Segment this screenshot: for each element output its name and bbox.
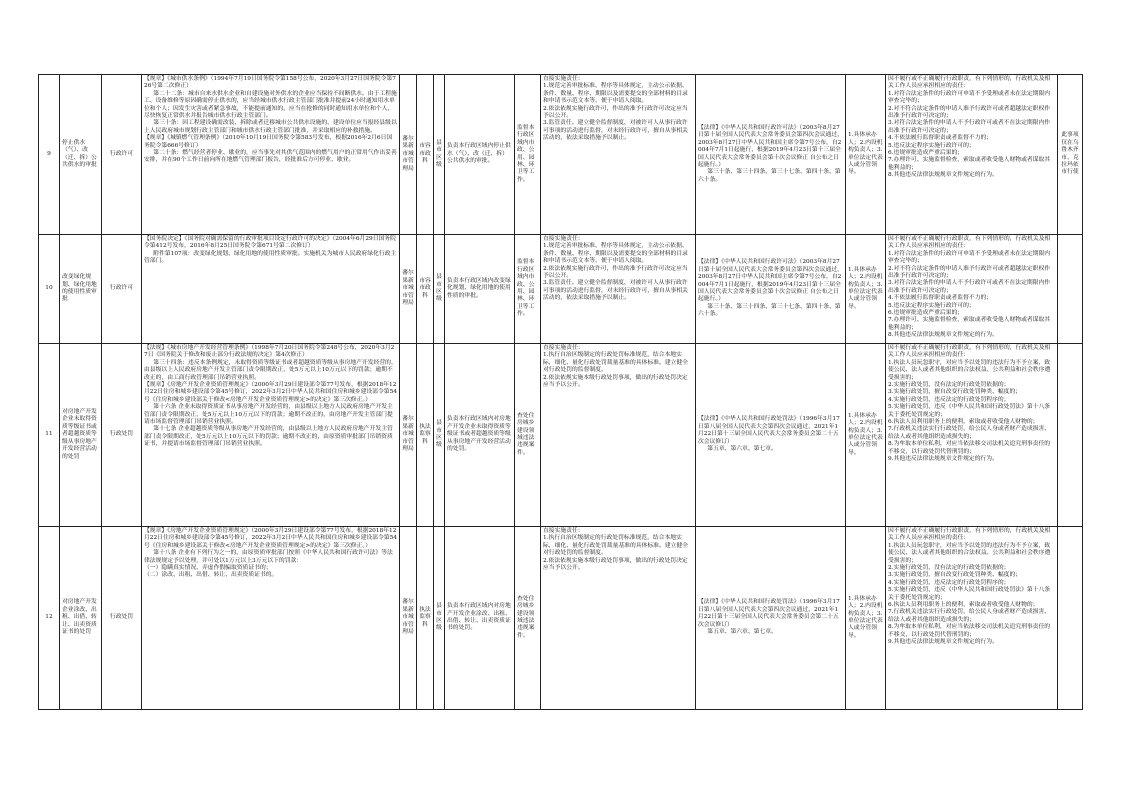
accountability-cases-line: 6.违规审批造成严重后果的； bbox=[888, 150, 964, 157]
implementing-department: 蕃尔果新市城市管理局 bbox=[400, 344, 417, 527]
accountability-cases bbox=[886, 344, 1058, 527]
duty-legal-basis bbox=[696, 344, 846, 527]
legal-basis-line: 第十七条 企业超越资质等级从事房地产开发经营的，由县级以上地方人民政府房地产开发主管部门责令限期改正，处5万元以上10万元以下的罚款；逾期不改正的，由原资质审批部门吊销资质证书，并提请市场监督管理部门吊销营业执照。 bbox=[144, 426, 393, 448]
legal-basis bbox=[142, 75, 400, 235]
duty-items-line: 1.执行自治区级制定的行政处罚标准规范，结合本地实际，细化、量化行政处罚裁量基准的具体标准。建立健全对行政处罚的监督制度。 bbox=[543, 352, 688, 374]
duty-legal-basis-line: 第五章、第六章、第七章。 bbox=[707, 629, 777, 636]
accountability-cases-line: 1.对符合法定条件的行政许可申请不予受理或者未在法定期限内审查完毕的； bbox=[888, 250, 1051, 265]
legal-basis-line: 第二十条：燃气经营者停业、歇业的，应当事先对其供气范围内的燃气用户的正常用气作出妥善安排，并在90个工作日前向所在地燃气管理部门报告，经批准后方可停业、歇业。 bbox=[144, 150, 397, 164]
accountability-cases-line: 7.行政机关违法实行行政处罚，给公民人身或者财产造成损害、给法人或者其他组织造成损失的； bbox=[888, 609, 1051, 623]
accountability-cases-line: 6.违规审批造成严重后果的； bbox=[888, 310, 964, 317]
execution-level: 县市区级 bbox=[434, 75, 445, 235]
execution-level: 县市区级 bbox=[434, 527, 445, 710]
duty-items bbox=[541, 344, 696, 527]
duty-items-line: 1.规范完善审批标准、程序等具体规定，主动公示依据、条件、数量、程序、期限以及需要提交的全部材料的目录和申请书示范文本等，便于申请人阅取。 bbox=[543, 243, 688, 265]
department-responsibility: 监督本行政区域内市政、公用、园林、环卫等工作。 bbox=[515, 235, 541, 344]
legal-basis-line: 附件第107项：改变绿化规划、绿化用地的使用性质审批。实施机关为城市人民政府绿化行政主管部门。 bbox=[144, 250, 397, 265]
accountability-cases-line: 1.执法人员玩忽职守，对应当予以处罚的违法行为不予立案，致使公民、法人或者其他组织的合法权益、公共利益和社会秩序遭受损害的； bbox=[888, 542, 1051, 564]
item-type: 行政处罚 bbox=[102, 527, 142, 710]
remark: 此事项仅在乌鲁木齐市、克拉玛依市行使 bbox=[1058, 75, 1083, 235]
accountability-cases-line: 6.执法人员利用职务上的便利，索取或者收受他人财物的； bbox=[888, 419, 1039, 426]
legal-basis-line: 【规章】《城市供水条例》（1994年7月19日国务院令第158号公布，2020年3月27日国务院令第726号第二次修正） bbox=[144, 76, 396, 90]
legal-basis-line: 第二十二条：城市自来水供水企业和自建设施对外供水的企业应当保持不间断供水。由于工程施工、设备维修等原因确需停止供水的，应当经城市供水行政主管部门批准并提前24小时通知用水单位和个人；因发生灾害或者紧急事故，不能提前通知的，应当在抢修的同时通知用水单位和个人，尽快恢复正常供水并报告城市供水行政主管部门。 bbox=[144, 90, 397, 120]
implementing-department: 蕃尔果新市城市管理局 bbox=[400, 235, 417, 344]
table-row bbox=[39, 344, 1083, 527]
accountability-cases-line: 5.实施行政处罚，违反《中华人民共和国行政处罚法》第十八条关于委托处罚规定的； bbox=[888, 404, 1051, 418]
accountability-cases-line: 4.实施行政处罚，违反法定的行政处罚程序的； bbox=[888, 579, 1010, 586]
accountability-cases-line: 3.实施行政处罚，擅自改变行政处罚种类、幅度的； bbox=[888, 572, 1022, 579]
accountability-cases-line: 9.其他违反法律法规规章文件规定的行为。 bbox=[888, 456, 998, 463]
responsible-section: 执法监察科 bbox=[417, 527, 434, 710]
legal-basis-line: 【规章】《城镇燃气管理条例》（2010年10月19日国务院令第583号发布，根据2016年2月6日国务院令第666号修订） bbox=[144, 135, 393, 149]
duty-legal-basis bbox=[696, 527, 846, 710]
accountability-cases-line: 6.执法人员利用职务上的便利，索取或者收受他人财物的； bbox=[888, 602, 1039, 609]
execution-level: 县市区级 bbox=[434, 344, 445, 527]
accountability-cases-line: 3.实施行政处罚，擅自改变行政处罚种类、幅度的； bbox=[888, 389, 1022, 396]
scope-of-duty: 负责本行政区域内对房地产开发企业未取得资质等级证书或者超越资质等级从事房地产开发经营活动的处罚。 bbox=[445, 344, 515, 527]
accountability-cases bbox=[886, 75, 1058, 235]
item-name: 对房地产开发企业未取得资质等级证书或者超越资质等级从事房地产开发经营活动的处罚 bbox=[60, 344, 102, 527]
implementing-department: 蕃尔果新市城市管理局 bbox=[400, 527, 417, 710]
legal-basis-line: 第十六条 企业未取得资质证书从事房地产开发经营的，由县级以上地方人民政府房地产开发主管部门责令限期改正，处5万元以上10万元以下的罚款；逾期不改正的，由房地产开发主管部门提请市场监督管理部门吊销营业执照。 bbox=[144, 404, 393, 426]
accountable-subject: 1.具体承办人；2.内设机构负责人；3.单位法定代表人或分管领导。 bbox=[846, 527, 886, 710]
legal-basis bbox=[142, 344, 400, 527]
scope-of-duty: 负责本行政区域内停止供水（气）、改（迁、拆）公共供水的审批。 bbox=[445, 75, 515, 235]
duty-items-line: 2.依法依规实施行政许可，作出的准予行政许可决定应当予以公开。 bbox=[543, 105, 688, 120]
duty-items-line: 直接实施责任： bbox=[543, 528, 584, 534]
duty-items-line: 直接实施责任： bbox=[543, 236, 584, 242]
legal-basis bbox=[142, 235, 400, 344]
duty-items-line: 直接实施责任： bbox=[543, 76, 584, 82]
accountability-cases-line: 4.不依法履行监督职责或者监督不力的； bbox=[888, 135, 993, 142]
item-type: 行政处罚 bbox=[102, 344, 142, 527]
accountability-cases-line: 3.对符合法定条件的申请人不予行政许可或者不在法定期限内作出准予行政许可决定的； bbox=[888, 120, 1051, 134]
accountability-cases-line: 5.违反法定程序实施行政许可的； bbox=[888, 142, 975, 149]
item-type: 行政许可 bbox=[102, 75, 142, 235]
duty-legal-basis bbox=[696, 75, 846, 235]
accountability-cases-line: 8.为牟取本单位私利，对应当依法移交司法机关追究刑事责任的不移交，以行政处罚代替刑罚的； bbox=[888, 441, 1051, 455]
duty-items-line: 1.规范完善审批标准、程序等具体规定，主动公示依据、条件、数量、程序、期限以及需要提交的全部材料的目录和申请书示范文本等，便于申请人阅取。 bbox=[543, 83, 688, 105]
legal-basis-line: 第三十四条：违反本条例规定，未取得资质等级证书或者超越资质等级从事房地产开发经营的，由县级以上人民政府房地产开发主管部门责令限期改正，处5万元以上10万元以下的罚款；逾期不改正的，由工商行政管理部门吊销营业执照。 bbox=[144, 359, 397, 381]
accountability-cases-line: 2.实施行政处罚，没有法定的行政处罚依据的； bbox=[888, 382, 1010, 389]
accountability-cases-line: 7.行政机关违法实行行政处罚，给公民人身或者财产造成损害、给法人或者其他组织造成损失的； bbox=[888, 426, 1051, 440]
accountability-cases-line: 2.对不符合法定条件的申请人准予行政许可或者超越法定职权作出准予行政许可决定的； bbox=[888, 265, 1051, 280]
duty-items-line: 2.依法依规实施本级行政处罚事项，做出的行政处罚决定应当予以公开。 bbox=[543, 374, 688, 389]
row-number: 11 bbox=[39, 344, 60, 527]
duty-items-line: 3.监管责任。建立健全监督制度，对被许可人从事行政许可事项的活动进行监督，对未经行政许可，擅自从事相关活动的，依法采取措施予以制止。 bbox=[543, 280, 688, 302]
duty-legal-basis-line: 【法律】《中华人民共和国行政处罚法》（1996年3月17日第八届全国人民代表大会第四次会议通过，2021年1月22日第十三届全国人民代表大会常务委员会第二十五次会议修订） bbox=[698, 599, 840, 628]
duty-items-line: 3.监管责任。建立健全监督制度，对被许可人从事行政许可事项的活动进行监督，对未经行政许可，擅自从事相关活动的，依法采取措施予以制止。 bbox=[543, 120, 688, 142]
remark bbox=[1058, 527, 1083, 710]
duty-legal-basis-line: 第三十条、第三十四条、第三十七条、第四十条、第六十条。 bbox=[698, 169, 841, 183]
accountability-cases-line: 3.对符合法定条件的申请人不予行政许可或者不在法定期限内作出准予行政许可决定的； bbox=[888, 280, 1051, 294]
accountability-cases bbox=[886, 527, 1058, 710]
table-row bbox=[39, 235, 1083, 344]
accountability-cases-line: 5.违反法定程序实施行政许可的； bbox=[888, 302, 975, 309]
legal-basis-line: （一）隐瞒真实情况、弄虚作假骗取资质证书的； bbox=[144, 565, 272, 572]
item-name: 对房地产开发企业涂改、出租、出借、转让、出卖资质证书的处罚 bbox=[60, 527, 102, 710]
row-number: 9 bbox=[39, 75, 60, 235]
accountability-cases-line: 7.办理许可、实施监督检查，索取或者收受他人财物或者谋取其他利益的； bbox=[888, 157, 1051, 171]
responsible-section: 市容市政科 bbox=[417, 75, 434, 235]
accountability-cases-line: 1.执法人员玩忽职守，对应当予以处罚的违法行为不予立案，致使公民、法人或者其他组织的合法权益、公共利益和社会秩序遭受损害的； bbox=[888, 359, 1051, 381]
accountability-cases-line: 因不履行或不正确履行行政职责，有下列情形的，行政机关及相关工作人员应承担相应的责任： bbox=[888, 345, 1051, 359]
responsible-section: 执法监察科 bbox=[417, 344, 434, 527]
scope-of-duty: 负责本行政区域内对房地产开发企业涂改、出租、出借、转让、出卖资质证书的处罚。 bbox=[445, 527, 515, 710]
remark bbox=[1058, 235, 1083, 344]
row-number: 12 bbox=[39, 527, 60, 710]
responsibility-table bbox=[38, 74, 1083, 710]
legal-basis-line: （二）涂改、出租、出借、转让、出卖资质证书的。 bbox=[144, 572, 278, 579]
accountability-cases-line: 因不履行或不正确履行行政职责，有下列情形的，行政机关及相关工作人员应承担相应的责任： bbox=[888, 528, 1051, 542]
duty-items-line: 2.依法依规实施本级行政处罚事项，做出的行政处罚决定应当予以公开。 bbox=[543, 557, 688, 572]
duty-items bbox=[541, 235, 696, 344]
accountable-subject: 1.具体承办人；2.内设机构负责人；3.单位法定代表人或分管领导。 bbox=[846, 235, 886, 344]
accountability-cases-line: 7.办理许可、实施监督检查，索取或者收受他人财物或者谋取其他利益的； bbox=[888, 317, 1051, 331]
duty-items-line: 直接实施责任： bbox=[543, 345, 584, 351]
accountability-cases-line: 8.其他违反法律法规规章文件规定的行为。 bbox=[888, 332, 998, 339]
remark bbox=[1058, 344, 1083, 527]
accountability-cases-line: 4.实施行政处罚，违反法定的行政处罚程序的； bbox=[888, 396, 1010, 403]
duty-items-line: 2.依法依规实施行政许可，作出的准予行政许可决定应当予以公开。 bbox=[543, 265, 688, 280]
accountability-cases-line: 8.其他违反法律法规规章文件规定的行为。 bbox=[888, 172, 998, 179]
accountability-cases-line: 1.对符合法定条件的行政许可申请不予受理或者未在法定期限内审查完毕的； bbox=[888, 90, 1051, 105]
item-name: 停止供水（气）、改（迁、拆）公共供水的审批 bbox=[60, 75, 102, 235]
legal-basis-line: 【规章】《房地产开发企业资质管理规定》（2000年3月29日建设部令第77号发布，根据2018年12月22日住房和城乡建设部令第45号修订，2022年3月2日中华人民共和国住房和城乡建设部令第54号《住房和城乡建设部关于修改<房地产开发企业资质管理规定>的决定》第三次修正。） bbox=[144, 382, 397, 403]
accountability-cases-line: 因不履行或不正确履行行政职责，有下列情形的，行政机关及相关工作人员应承担相应的责任： bbox=[888, 76, 1051, 90]
duty-legal-basis bbox=[696, 235, 846, 344]
department-responsibility: 查处住房城乡建设领域违法违规案件。 bbox=[515, 527, 541, 710]
responsible-section: 市容市政科 bbox=[417, 235, 434, 344]
department-responsibility: 监督本行政区域内市政、公用、园林、环卫等工作。 bbox=[515, 75, 541, 235]
duty-legal-basis-line: 【法律】《中华人民共和国行政许可法》（2003年8月27日第十届全国人民代表大会常务委员会第四次会议通过，2003年8月27日中华人民共和国主席令第7号公布，自2004年7月1日起施行，根据2019年4月23日第十三届全国人民代表大会常务委员会第十次会议修正 自公布之日起施行。） bbox=[698, 124, 843, 168]
accountable-subject: 1.具体承办人；2.内设机构负责人；3.单位法定代表人或分管领导。 bbox=[846, 344, 886, 527]
duty-legal-basis-line: 【法律】《中华人民共和国行政处罚法》（1996年3月17日第八届全国人民代表大会第四次会议通过，2021年1月22日第十三届全国人民代表大会常务委员会第二十五次会议修订） bbox=[698, 416, 840, 445]
table-row bbox=[39, 527, 1083, 710]
accountability-cases-line: 9.其他违反法律法规规章文件规定的行为。 bbox=[888, 639, 998, 646]
legal-basis-line: 第十八条 企业有下列行为之一的，由原资质审批部门按照《中华人民共和国行政许可法》等法律法规规定予以处理，并可处以1万元以上3万元以下的罚款： bbox=[144, 550, 393, 564]
legal-basis-line: 【国务院决定】《国务院对确需保留的行政审批项目设定行政许可的决定》（2004年6月29日国务院令第412号发布，2016年8月25日国务院令第671号第二次修订） bbox=[144, 236, 396, 250]
accountability-cases-line: 2.对不符合法定条件的申请人准予行政许可或者超越法定职权作出准予行政许可决定的； bbox=[888, 105, 1051, 120]
department-responsibility: 查处住房城乡建设领域违法违规案件。 bbox=[515, 344, 541, 527]
duty-items-line: 1.执行自治区级制定的行政处罚标准规范，结合本地实际，细化、量化行政处罚裁量基准的具体标准。建立健全对行政处罚的监督制度。 bbox=[543, 535, 688, 557]
accountability-cases bbox=[886, 235, 1058, 344]
duty-legal-basis-line: 第三十条、第三十四条、第三十七条、第四十条、第六十条。 bbox=[698, 303, 841, 318]
legal-basis-line: 【法规】《城市房地产开发经营管理条例》（1998年7月20日国务院令第248号公布，2020年3月27日《国务院关于修改和废止部分行政法规的决定》第4次修正） bbox=[144, 345, 395, 359]
item-name: 改变绿化规划、绿化用地的使用性质审批 bbox=[60, 235, 102, 344]
accountability-cases-line: 因不履行或不正确履行行政职责，有下列情形的，行政机关及相关工作人员应承担相应的责任： bbox=[888, 236, 1051, 250]
accountability-cases-line: 5.实施行政处罚，违反《中华人民共和国行政处罚法》第十八条关于委托处罚规定的； bbox=[888, 587, 1051, 601]
accountability-cases-line: 2.实施行政处罚，没有法定的行政处罚依据的； bbox=[888, 565, 1010, 572]
legal-basis-line: 第三十条：因工程建设确需改装、拆除或者迁移城市公共供水设施的，建设单位应当报经县级以上人民政府城市规划行政主管部门和城市供水行政主管部门批准，并采取相应的补救措施。 bbox=[144, 120, 397, 134]
accountability-cases-line: 8.为牟取本单位私利，对应当依法移交司法机关追究刑事责任的不移交，以行政处罚代替刑罚的； bbox=[888, 624, 1051, 638]
accountability-cases-line: 4.不依法履行监督职责或者监督不力的； bbox=[888, 295, 993, 302]
table-row bbox=[39, 75, 1083, 235]
execution-level: 县市区级 bbox=[434, 235, 445, 344]
duty-legal-basis-line: 【法律】《中华人民共和国行政许可法》（2003年8月27日第十届全国人民代表大会常务委员会第四次会议通过，2003年8月27日中华人民共和国主席令第7号公布，自2004年7月1日起施行，根据2019年4月23日第十三届全国人民代表大会常务委员会第十次会议修正 自公布之日起施行。） bbox=[698, 259, 843, 303]
duty-items bbox=[541, 527, 696, 710]
item-type: 行政许可 bbox=[102, 235, 142, 344]
duty-legal-basis-line: 第五章、第六章、第七章。 bbox=[707, 446, 777, 453]
duty-items bbox=[541, 75, 696, 235]
implementing-department: 蕃尔果新市城市管理局 bbox=[400, 75, 417, 235]
row-number: 10 bbox=[39, 235, 60, 344]
legal-basis-line: 【规章】《房地产开发企业资质管理规定》（2000年3月29日建设部令第77号发布，根据2018年12月22日住房和城乡建设部令第45号修订，2022年3月2日中华人民共和国住房和城乡建设部令第54号《住房和城乡建设部关于修改<房地产开发企业资质管理规定>的决定》第三次修正。） bbox=[144, 528, 397, 549]
scope-of-duty: 负责本行政区域内改变绿化规划、绿化用地的使用性质的审批。 bbox=[445, 235, 515, 344]
accountable-subject: 1.具体承办人；2.内设机构负责人；3.单位法定代表人或分管领导。 bbox=[846, 75, 886, 235]
legal-basis bbox=[142, 527, 400, 710]
